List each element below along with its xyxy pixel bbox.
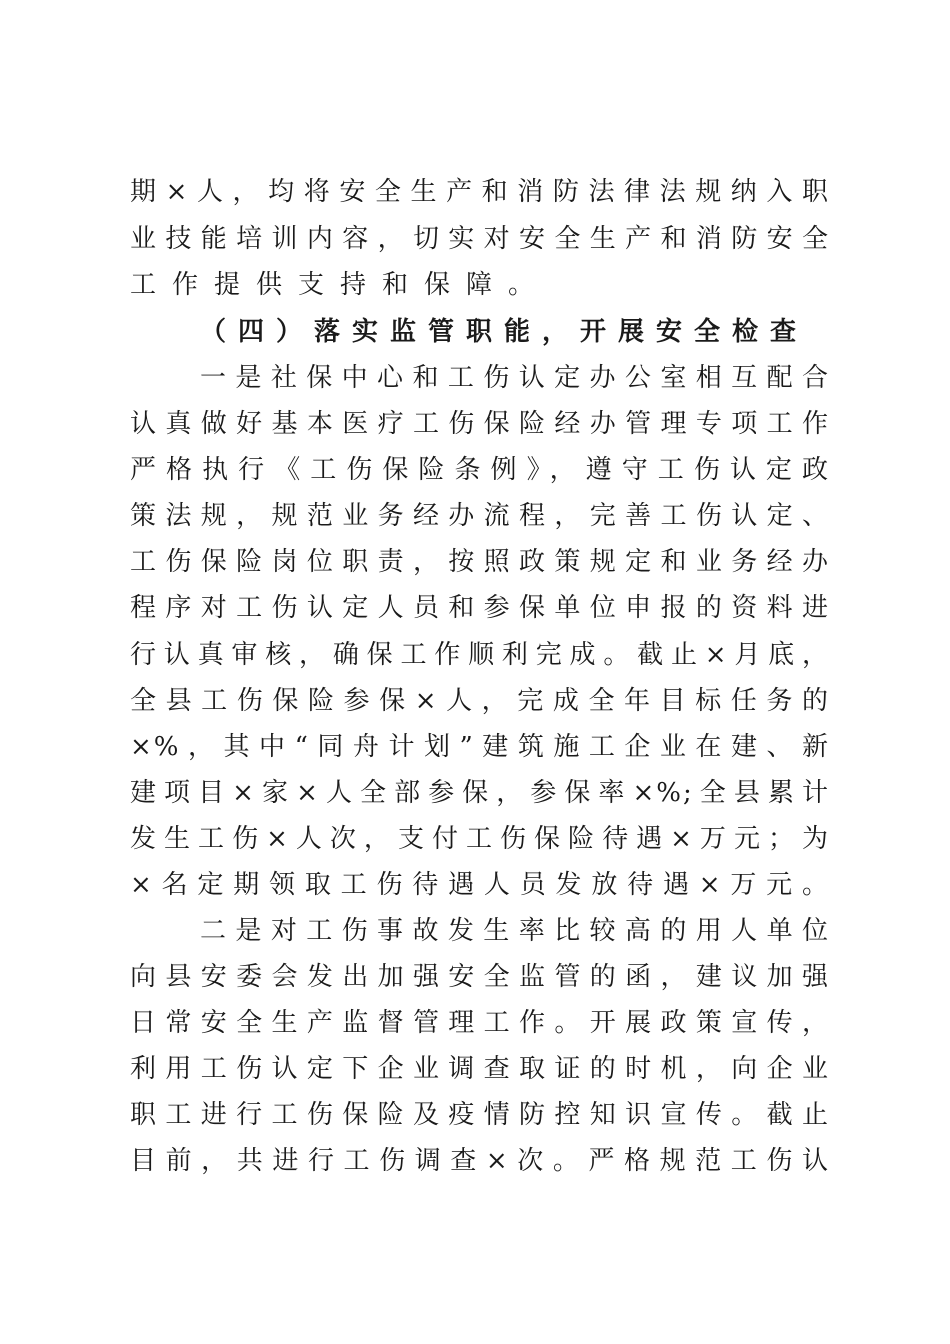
paragraph-line: 工作提供支持和保障。 xyxy=(130,270,551,300)
paragraph-line: 利用工伤认定下企业调查取证的时机，向企业 xyxy=(130,1054,830,1084)
paragraph-line: 认真做好基本医疗工伤保险经办管理专项工作 xyxy=(130,409,830,439)
paragraph-line: 全县工伤保险参保×人，完成全年目标任务的 xyxy=(130,686,830,716)
section-heading: （四）落实监管职能，开展安全检查 xyxy=(200,317,809,347)
paragraph-line: 二是对工伤事故发生率比较高的用人单位 xyxy=(200,916,830,946)
paragraph-line: 严格执行《工伤保险条例》，遵守工伤认定政 xyxy=(130,455,830,485)
paragraph-line: 一是社保中心和工伤认定办公室相互配合 xyxy=(200,363,830,393)
paragraph-line: 期×人，均将安全生产和消防法律法规纳入职 xyxy=(130,177,830,207)
paragraph-line: 业技能培训内容，切实对安全生产和消防安全 xyxy=(130,224,830,254)
paragraph-line: 日常安全生产监督管理工作。开展政策宣传， xyxy=(130,1008,830,1038)
paragraph-line: 策法规，规范业务经办流程，完善工伤认定、 xyxy=(130,501,830,531)
paragraph-line: ×名定期领取工伤待遇人员发放待遇×万元。 xyxy=(130,870,830,900)
paragraph-line: 程序对工伤认定人员和参保单位申报的资料进 xyxy=(130,593,830,623)
paragraph-line: 行认真审核，确保工作顺利完成。截止×月底， xyxy=(130,640,830,670)
paragraph-line: 建项目×家×人全部参保，参保率×%;全县累计 xyxy=(130,778,830,808)
paragraph-line: 发生工伤×人次，支付工伤保险待遇×万元；为 xyxy=(130,824,830,854)
paragraph-line: 目前，共进行工伤调查×次。严格规范工伤认 xyxy=(130,1146,830,1176)
paragraph-line: 向县安委会发出加强安全监管的函，建议加强 xyxy=(130,962,830,992)
paragraph-line: 职工进行工伤保险及疫情防控知识宣传。截止 xyxy=(130,1100,830,1130)
paragraph-line: ×%，其中“同舟计划”建筑施工企业在建、新 xyxy=(130,732,830,762)
paragraph-line: 工伤保险岗位职责，按照政策规定和业务经办 xyxy=(130,547,830,577)
